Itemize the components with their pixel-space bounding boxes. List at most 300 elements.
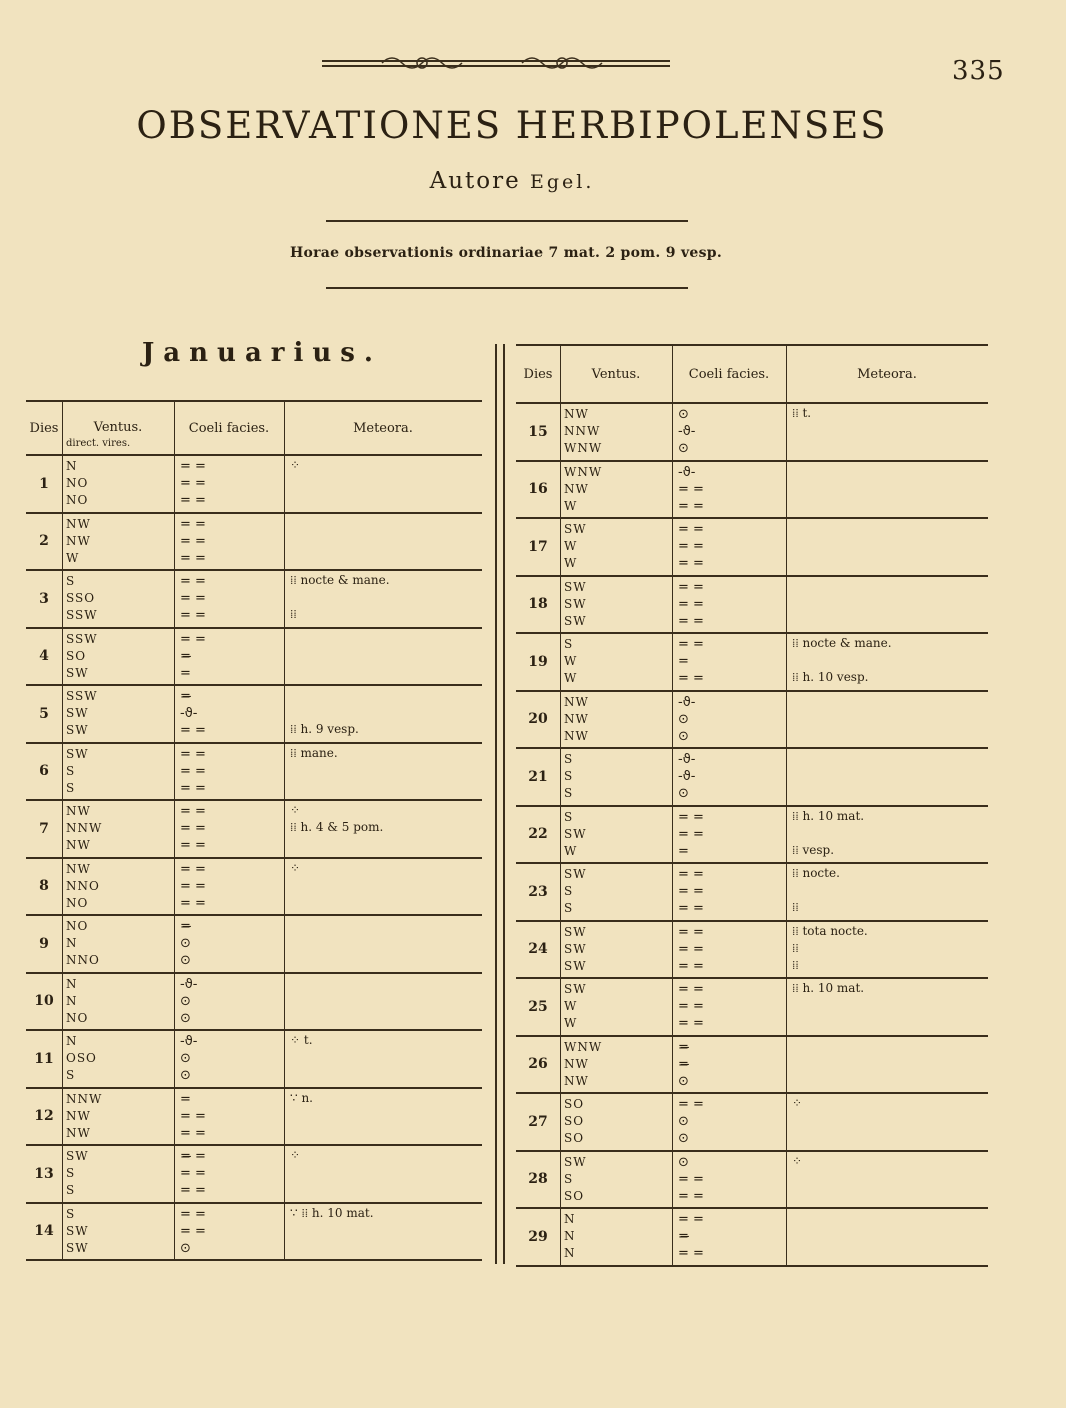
cell-separator — [284, 514, 285, 570]
coeli-cell — [180, 688, 206, 739]
ventus-reading: W — [564, 556, 578, 570]
sky-symbol-icon: -ϑ- — [180, 706, 198, 721]
day-number: 10 — [34, 993, 54, 1010]
sky-symbol-icon: = = — [180, 550, 206, 566]
ventus-reading: S — [66, 1068, 76, 1082]
header-ventus-sub: direct. vires. — [66, 438, 131, 449]
ventus-reading: SO — [564, 1114, 585, 1128]
ventus-cell — [564, 1096, 584, 1147]
coeli-cell — [180, 918, 191, 969]
table-row — [516, 1152, 988, 1210]
cell-separator — [284, 1089, 285, 1145]
table-row — [516, 404, 988, 462]
meteora-note: ⁞⁞ nocte & mane. — [290, 573, 390, 587]
ventus-cell — [564, 924, 587, 975]
ventus-cell — [564, 464, 602, 515]
coeli-cell — [678, 924, 704, 975]
ventus-reading: N — [66, 936, 78, 950]
meteora-note: ⁘ — [792, 1153, 803, 1168]
ventus-reading: SW — [564, 941, 587, 956]
cell-separator — [62, 1204, 63, 1260]
ventus-cell — [66, 458, 88, 509]
coeli-cell — [678, 1211, 704, 1262]
sky-symbol-icon: = = — [180, 861, 206, 877]
cell-separator — [786, 519, 787, 575]
header-ventus: Ventus. — [591, 366, 641, 382]
ventus-cell — [66, 746, 89, 797]
ventus-cell — [66, 918, 100, 969]
ventus-reading: W — [66, 550, 80, 565]
ventus-reading: NW — [564, 728, 589, 743]
day-number: 7 — [39, 820, 49, 837]
month-title: Januarius. — [142, 338, 382, 368]
cell-separator — [560, 1209, 561, 1265]
ventus-reading: SW — [564, 826, 587, 841]
ventus-reading: SW — [66, 1149, 89, 1163]
ventus-reading: NW — [66, 1125, 91, 1140]
day-number: 25 — [528, 998, 548, 1015]
table-row — [516, 864, 988, 922]
day-number: 14 — [34, 1223, 54, 1240]
sky-symbol-icon: = = — [180, 1183, 206, 1198]
coeli-cell — [678, 521, 704, 572]
ventus-reading: SW — [564, 579, 587, 594]
cell-separator — [62, 916, 63, 972]
ventus-reading: W — [564, 539, 578, 553]
cell-separator — [284, 1204, 285, 1260]
ventus-reading: W — [564, 843, 578, 858]
cell-separator — [62, 974, 63, 1030]
day-number: 17 — [528, 538, 548, 555]
meteora-note: ⁞⁞ — [792, 900, 799, 914]
ventus-reading: NW — [66, 838, 91, 852]
sky-symbol-icon: =̶ = — [180, 1149, 206, 1164]
day-number: 22 — [528, 826, 548, 843]
table-row — [516, 1037, 988, 1095]
sky-symbol-icon: = = — [678, 1171, 704, 1187]
sky-symbol-icon: -ϑ- — [678, 769, 696, 784]
cell-separator — [174, 859, 175, 915]
observation-hours: Horae observationis ordinariae 7 mat. 2 pom. 9 vesp. — [289, 245, 723, 261]
ventus-cell — [564, 1039, 602, 1090]
ventus-reading: S — [564, 786, 574, 800]
cell-separator — [672, 692, 673, 748]
sky-symbol-icon: = = — [678, 826, 704, 842]
cell-separator — [174, 686, 175, 742]
sky-symbol-icon: ⊙ — [678, 786, 689, 801]
ventus-reading: NW — [564, 711, 589, 726]
coeli-cell — [180, 631, 206, 682]
cell-separator — [560, 1094, 561, 1150]
cell-separator — [672, 634, 673, 690]
sky-symbol-icon: =̶ — [678, 1039, 689, 1055]
sky-symbol-icon: = = — [180, 1223, 206, 1239]
header-coeli: Coeli facies. — [688, 366, 770, 382]
sky-symbol-icon: ⊙ — [180, 1010, 191, 1026]
cell-separator — [174, 974, 175, 1030]
header-separator — [786, 346, 787, 402]
meteora-note: ⁞⁞ nocte & mane. — [792, 636, 892, 650]
sky-symbol-icon: -ϑ- — [678, 424, 696, 439]
table-row — [516, 692, 988, 750]
cell-separator — [672, 1152, 673, 1208]
table-header — [516, 346, 988, 404]
ventus-reading: S — [66, 1166, 76, 1180]
ventus-reading: NW — [66, 1108, 91, 1123]
header-separator — [284, 402, 285, 454]
cell-separator — [174, 801, 175, 857]
day-number: 23 — [528, 883, 548, 900]
cell-separator — [786, 1037, 787, 1093]
meteora-note: ⁞⁞ t. — [792, 406, 812, 420]
day-number: 27 — [528, 1113, 548, 1130]
cell-separator — [284, 916, 285, 972]
sky-symbol-icon: = = — [678, 481, 704, 497]
ventus-reading: W — [564, 498, 578, 513]
table-row — [26, 1031, 482, 1089]
ventus-reading: S — [564, 637, 574, 651]
ventus-reading: NNW — [66, 1091, 103, 1106]
header-dies: Dies — [523, 366, 553, 382]
sky-symbol-icon: = = — [180, 1166, 206, 1181]
day-number: 11 — [34, 1050, 54, 1067]
cell-separator — [174, 1204, 175, 1260]
ventus-reading: N — [66, 1034, 78, 1048]
author-prefix: Autore — [429, 168, 521, 194]
day-number: 3 — [39, 590, 49, 607]
cell-separator — [786, 404, 787, 460]
header-meteora: Meteora. — [857, 366, 917, 382]
header-dies: Dies — [29, 420, 59, 436]
table-row — [516, 807, 988, 865]
sky-symbol-icon: = = — [678, 671, 704, 686]
sky-symbol-icon: -ϑ- — [180, 976, 198, 992]
cell-separator — [174, 744, 175, 800]
day-number: 15 — [528, 423, 548, 440]
sky-symbol-icon: = = — [678, 1246, 704, 1261]
ventus-reading: S — [564, 809, 574, 824]
sky-symbol-icon: ⊙ — [180, 936, 191, 951]
table-header — [26, 402, 482, 456]
day-number: 5 — [39, 705, 49, 722]
cell-separator — [560, 692, 561, 748]
cell-separator — [284, 1146, 285, 1202]
day-number: 16 — [528, 481, 548, 498]
meteora-note: ⁘ — [290, 860, 301, 875]
sky-symbol-icon: ⊙ — [678, 1114, 689, 1129]
meteora-note: ⁞⁞ vesp. — [792, 842, 835, 857]
sky-symbol-icon: = = — [180, 821, 206, 836]
cell-separator — [672, 1094, 673, 1150]
ventus-reading: SW — [66, 665, 89, 680]
ventus-cell — [564, 694, 589, 745]
meteora-note: ⁞⁞ — [792, 940, 799, 955]
cell-separator — [672, 749, 673, 805]
header-coeli: Coeli facies. — [188, 420, 270, 436]
ventus-reading: N — [564, 1246, 576, 1260]
table-row — [26, 456, 482, 514]
sky-symbol-icon: = = — [678, 1097, 704, 1112]
cell-separator — [672, 922, 673, 978]
meteora-note: ⁞⁞ nocte. — [792, 866, 840, 880]
ventus-reading: NNO — [66, 953, 100, 967]
cell-separator — [62, 686, 63, 742]
coeli-cell — [180, 1148, 206, 1199]
sky-symbol-icon: -ϑ- — [180, 1034, 198, 1049]
meteora-note: ⁞⁞ h. 9 vesp. — [290, 722, 359, 736]
ventus-reading: SSW — [66, 631, 98, 646]
cell-separator — [284, 974, 285, 1030]
meteora-note: ⁞⁞ — [290, 607, 297, 621]
day-number: 6 — [39, 763, 49, 780]
sky-symbol-icon: = = — [678, 522, 704, 537]
ventus-reading: SO — [564, 1131, 585, 1145]
table-row — [516, 462, 988, 520]
coeli-cell — [180, 1206, 206, 1257]
sky-symbol-icon: = = — [180, 763, 206, 779]
cell-separator — [786, 1209, 787, 1265]
sky-symbol-icon: = — [180, 1091, 191, 1107]
coeli-cell — [180, 1091, 206, 1142]
table-row — [26, 859, 482, 917]
sky-symbol-icon: = = — [180, 838, 206, 853]
header-separator — [672, 346, 673, 402]
table-row — [26, 571, 482, 629]
coeli-cell — [678, 1154, 704, 1205]
day-number: 26 — [528, 1056, 548, 1073]
sky-symbol-icon: = = — [180, 878, 206, 894]
day-number: 28 — [528, 1171, 548, 1188]
meteora-note: ⁘ — [290, 1148, 301, 1162]
cell-separator — [786, 864, 787, 920]
sky-symbol-icon: ⊙ — [180, 953, 191, 968]
day-number: 20 — [528, 711, 548, 728]
ventus-reading: NO — [66, 1010, 89, 1025]
ventus-reading: NW — [66, 861, 91, 876]
ventus-cell — [66, 803, 102, 854]
cell-separator — [560, 1152, 561, 1208]
cell-separator — [560, 462, 561, 518]
meteora-note: ⁞⁞ h. 10 vesp. — [792, 670, 869, 684]
sky-symbol-icon: = = — [678, 579, 704, 595]
sky-symbol-icon: =̶ — [678, 1229, 689, 1244]
sky-symbol-icon: ⊙ — [678, 1131, 689, 1146]
sky-symbol-icon: = = — [180, 1108, 206, 1124]
table-row — [26, 629, 482, 687]
ventus-cell — [564, 981, 587, 1032]
sky-symbol-icon: = = — [678, 958, 704, 974]
cell-separator — [672, 462, 673, 518]
table-row — [26, 1146, 482, 1204]
cell-separator — [560, 749, 561, 805]
ventus-cell — [66, 1206, 89, 1257]
ventus-cell — [564, 406, 602, 457]
coeli-cell — [180, 976, 197, 1027]
sky-symbol-icon: = = — [180, 574, 206, 589]
ventus-cell — [66, 573, 98, 624]
cell-separator — [174, 1089, 175, 1145]
ventus-cell — [564, 579, 587, 630]
ventus-cell — [564, 866, 587, 917]
coeli-cell — [180, 861, 206, 912]
ventus-cell — [66, 861, 100, 912]
sky-symbol-icon: ⊙ — [678, 1073, 689, 1089]
sky-symbol-icon: -ϑ- — [678, 464, 696, 480]
ventus-reading: NW — [564, 481, 589, 496]
ventus-reading: S — [66, 1206, 76, 1221]
sky-symbol-icon: = = — [678, 884, 704, 899]
table-left — [26, 400, 482, 1261]
sky-symbol-icon: = = — [678, 613, 704, 629]
ventus-reading: N — [66, 976, 78, 991]
ventus-reading: WNW — [564, 1039, 603, 1054]
column-divider — [495, 344, 505, 1264]
cell-separator — [786, 922, 787, 978]
sky-symbol-icon: = = — [678, 982, 704, 997]
ventus-reading: W — [564, 654, 578, 668]
day-number: 4 — [39, 648, 49, 665]
sky-symbol-icon: =̶ — [678, 1056, 689, 1072]
coeli-cell — [678, 406, 695, 457]
ventus-reading: W — [564, 1016, 578, 1030]
ventus-reading: NNW — [66, 821, 103, 835]
ventus-reading: SW — [564, 982, 587, 996]
cell-separator — [62, 1031, 63, 1087]
ventus-reading: NNW — [564, 424, 601, 438]
sky-symbol-icon: = = — [180, 746, 206, 762]
coeli-cell — [180, 458, 206, 509]
ventus-reading: SW — [66, 706, 89, 720]
sky-symbol-icon: = = — [678, 1212, 704, 1227]
sky-symbol-icon: ⊙ — [180, 1240, 191, 1256]
cell-separator — [560, 1037, 561, 1093]
cell-separator — [560, 922, 561, 978]
cell-separator — [560, 979, 561, 1035]
cell-separator — [672, 979, 673, 1035]
day-number: 8 — [39, 878, 49, 895]
sky-symbol-icon: = = — [180, 459, 206, 474]
table-row — [26, 974, 482, 1032]
ventus-reading: N — [564, 1229, 576, 1243]
sky-symbol-icon: = — [678, 654, 689, 669]
cell-separator — [284, 571, 285, 627]
ventus-reading: SO — [66, 648, 87, 663]
ventus-reading: NO — [66, 476, 89, 490]
cell-separator — [284, 801, 285, 857]
ventus-reading: SW — [66, 746, 89, 761]
ventus-reading: S — [564, 752, 574, 766]
cell-separator — [284, 686, 285, 742]
table-row — [26, 686, 482, 744]
ventus-cell — [66, 1148, 89, 1199]
cell-separator — [62, 859, 63, 915]
table-row — [26, 514, 482, 572]
ventus-reading: SW — [564, 1154, 587, 1169]
ventus-reading: S — [66, 1183, 76, 1197]
ventus-reading: WNW — [564, 441, 603, 455]
cell-separator — [672, 577, 673, 633]
meteora-note: ⁘ — [290, 458, 301, 472]
ventus-cell — [66, 516, 91, 567]
ventus-reading: S — [564, 901, 574, 915]
sky-symbol-icon: = = — [678, 941, 704, 957]
ventus-cell — [564, 521, 587, 572]
cell-separator — [284, 859, 285, 915]
table-row — [516, 577, 988, 635]
sky-symbol-icon: = = — [678, 1188, 704, 1204]
sky-symbol-icon: = = — [180, 533, 206, 549]
table-row — [516, 1209, 988, 1265]
coeli-cell — [678, 464, 704, 515]
sky-symbol-icon: = = — [678, 637, 704, 652]
cell-separator — [786, 1094, 787, 1150]
header-separator — [174, 402, 175, 454]
ventus-reading: NO — [66, 493, 89, 507]
cell-separator — [672, 807, 673, 863]
cell-separator — [672, 519, 673, 575]
ventus-reading: SW — [564, 924, 587, 939]
cell-separator — [560, 519, 561, 575]
day-number: 13 — [34, 1165, 54, 1182]
ventus-reading: S — [564, 1171, 574, 1186]
sky-symbol-icon: = = — [678, 809, 704, 825]
ventus-reading: NW — [564, 407, 589, 421]
meteora-note: ⁞⁞ — [792, 957, 799, 972]
meteora-note: ⁘ — [290, 803, 301, 817]
sky-symbol-icon: = = — [180, 1206, 206, 1222]
coeli-cell — [678, 636, 704, 687]
day-number: 18 — [528, 596, 548, 613]
coeli-cell — [678, 579, 704, 630]
sky-symbol-icon: ⊙ — [678, 1154, 689, 1170]
ventus-reading: NW — [564, 1073, 589, 1088]
page-number: 335 — [952, 56, 1005, 86]
ventus-reading: W — [564, 999, 578, 1013]
title-rule — [326, 220, 688, 222]
ventus-reading: SSW — [66, 689, 98, 703]
coeli-cell — [678, 809, 704, 860]
sky-symbol-icon: = = — [180, 493, 206, 508]
ventus-reading: SSW — [66, 608, 98, 622]
table-row — [26, 801, 482, 859]
sky-symbol-icon: ⊙ — [678, 711, 689, 727]
ventus-reading: NW — [564, 694, 589, 709]
coeli-cell — [678, 866, 704, 917]
meteora-note: ∵ n. — [290, 1090, 313, 1105]
ventus-cell — [66, 1033, 97, 1084]
cell-separator — [62, 514, 63, 570]
coeli-cell — [678, 1096, 704, 1147]
coeli-cell — [678, 981, 704, 1032]
meteora-note: ⁞⁞ tota nocte. — [792, 923, 868, 938]
cell-separator — [560, 864, 561, 920]
coeli-cell — [180, 746, 206, 797]
cell-separator — [786, 692, 787, 748]
meteora-note: ⁞⁞ h. 10 mat. — [792, 808, 865, 823]
author-name: Egel. — [530, 171, 595, 193]
ventus-reading: SW — [564, 522, 587, 536]
cell-separator — [786, 634, 787, 690]
cell-separator — [174, 456, 175, 512]
cell-separator — [62, 629, 63, 685]
header-separator — [62, 402, 63, 454]
cell-separator — [672, 1209, 673, 1265]
sky-symbol-icon: = = — [180, 780, 206, 796]
coeli-cell — [180, 1033, 197, 1084]
cell-separator — [560, 577, 561, 633]
meteora-note: ⁞⁞ h. 4 & 5 pom. — [290, 820, 384, 834]
coeli-cell — [678, 694, 695, 745]
